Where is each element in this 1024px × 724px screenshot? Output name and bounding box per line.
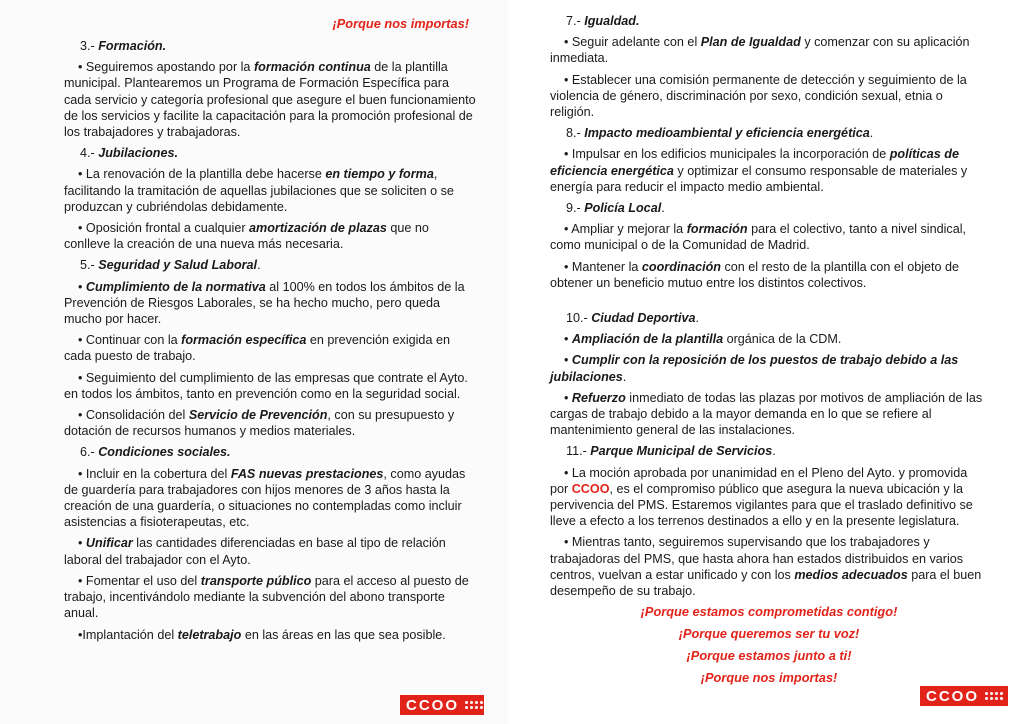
right-column [550, 9, 988, 692]
paragraph: • Fomentar el uso del transporte público para el acceso al puesto de trabajo, incentivándolo mediante la subvención del abono transporte anual. [64, 573, 469, 621]
section-heading-parque: 11.- Parque Municipal de Servicios. [566, 444, 776, 459]
section-heading-impacto: 8.- Impacto medioambiental y eficiencia energética. [566, 126, 874, 141]
section-title: Impacto medioambiental y eficiencia energética [584, 126, 870, 141]
right-page [508, 0, 1024, 724]
emphasis: Unificar [85, 536, 133, 551]
section-title: Igualdad. [584, 14, 640, 28]
section-title: Condiciones sociales. [98, 445, 231, 460]
emphasis: formación continua [253, 60, 371, 75]
section-number: 8.- [566, 126, 581, 141]
section-title: Jubilaciones. [98, 146, 178, 161]
left-column [64, 16, 477, 648]
section-number: 6.- [80, 445, 95, 460]
emphasis: FAS nuevas prestaciones [230, 466, 384, 481]
section-heading-jubilaciones [80, 145, 477, 161]
paragraph: • Continuar con la formación específica en prevención exigida en cada puesto de trabajo. [64, 333, 450, 364]
section-number: 7.- [566, 14, 581, 28]
emphasis: Cumplimiento de la normativa [85, 279, 266, 294]
emphasis: formación [686, 222, 748, 237]
section-number: 11.- [566, 444, 587, 459]
logo-dots-icon [985, 692, 1003, 700]
paragraph: • Mantener la coordinación con el resto de la plantilla con el objeto de obtener un beneficio mutuo entre los distintos colectivos. [550, 259, 960, 290]
closing-slogan: ¡Porque estamos comprometidas contigo! [640, 604, 898, 620]
section-heading-igualdad [566, 13, 988, 29]
section-number: 9.- [566, 201, 581, 216]
paragraph: • Refuerzo inmediato de todas las plazas por motivos de ampliación de las cargas de trabajo debido a la mayor demanda en lo que se refiere al mantenimiento general de las instalaciones. [550, 390, 983, 438]
paragraph: • Seguiremos apostando por la formación continua de la plantilla municipal. Plantearemos un Programa de Formación Específica para cada servicio y categoría profesional que asegure el buen funcionamiento de los servicios y facilite la capacitación para la promoción profesional de los trabajadores y trabajadoras. [64, 60, 476, 140]
spacer [550, 296, 988, 306]
section-title: Policía Local [584, 201, 662, 216]
emphasis: transporte público [200, 573, 312, 588]
top-slogan: ¡Porque nos importas! [332, 16, 469, 31]
section-title: Seguridad y Salud Laboral [98, 258, 258, 273]
paragraph: •Implantación del teletrabajo en las áreas en las que sea posible. [78, 627, 446, 642]
section-heading-condiciones [80, 444, 477, 460]
paragraph: • Impulsar en los edificios municipales la incorporación de políticas de eficiencia energética y optimizar el consumo responsable de materiales y energía para reducir el impacto medio ambiental. [550, 147, 968, 194]
emphasis: políticas de eficiencia energética [550, 147, 960, 178]
paragraph: • Ampliar y mejorar la formación para el colectivo, tanto a nivel sindical, como municipal o de la Comunidad de Madrid. [550, 222, 966, 253]
closing-slogan: ¡Porque nos importas! [700, 670, 838, 686]
paragraph: • La renovación de la plantilla debe hacerse en tiempo y forma, facilitando la tramitación de aquellas jubilaciones que se soliciten o se produzcan y cubriéndolas debidamente. [64, 167, 454, 214]
section-title: Ciudad Deportiva [591, 311, 696, 326]
emphasis: medios adecuados [794, 567, 908, 582]
emphasis: Servicio de Prevención [188, 408, 328, 423]
paragraph: • Ampliación de la plantilla orgánica de la CDM. [564, 332, 842, 347]
section-heading-ciudad-deportiva: 10.- Ciudad Deportiva. [566, 311, 699, 326]
closing-slogans [550, 604, 988, 686]
paragraph: • Cumplimiento de la normativa al 100% en todos los ámbitos de la Prevención de Riesgos Laborales, se ha hecho mucho, pero queda mucho por hacer. [64, 279, 465, 327]
paragraph: • Unificar las cantidades diferenciadas en base al tipo de relación laboral del trabajador con el Ayto. [64, 536, 446, 567]
paragraph: • Cumplir con la reposición de los puestos de trabajo debido a las jubilaciones. [550, 353, 959, 384]
paragraph: • Establecer una comisión permanente de detección y seguimiento de la violencia de género, discriminación por sexo, condición sexual, etnia o religión. [550, 72, 967, 120]
logo-text: CCOO [406, 696, 459, 714]
section-heading-seguridad: 5.- Seguridad y Salud Laboral. [80, 258, 261, 273]
ccoo-logo [920, 686, 1008, 706]
section-title: Parque Municipal de Servicios [590, 444, 773, 459]
emphasis: Plan de Igualdad [700, 35, 801, 50]
paragraph: • Seguir adelante con el Plan de Igualdad y comenzar con su aplicación inmediata. [550, 35, 970, 66]
left-page [0, 0, 508, 724]
section-number: 3.- [80, 39, 95, 53]
emphasis: formación específica [181, 333, 307, 348]
paragraph: • Seguimiento del cumplimiento de las empresas que contrate el Ayto. en todos los ámbitos, tanto en prevención como en la seguridad social. [64, 370, 468, 401]
section-heading-policia: 9.- Policía Local. [566, 201, 665, 216]
logo-text: CCOO [926, 687, 979, 705]
emphasis: teletrabajo [177, 627, 242, 642]
logo-dots-icon [465, 701, 483, 709]
paragraph: • Incluir en la cobertura del FAS nuevas prestaciones, como ayudas de guardería para trabajadores con hijos menores de 3 años hasta la creación de una guardería, o situaciones no contempladas como incluir asistencias a fisioterapeutas, etc. [64, 466, 466, 530]
paragraph: • Oposición frontal a cualquier amortización de plazas que no conlleve la creación de una nueva más necesaria. [64, 221, 429, 252]
section-title: Formación. [98, 39, 167, 53]
paragraph: • La moción aprobada por unanimidad en el Pleno del Ayto. y promovida por CCOO, es el compromiso público que asegura la nueva ubicación y la pervivencia del PMS. Estaremos vigilantes para que el traslado definitivo se lleve a efecto a los terrenos destinados a ello y en la presente legislatura. [550, 465, 973, 529]
emphasis: amortización de plazas [249, 221, 387, 236]
section-heading-formacion [80, 38, 477, 54]
emphasis: Cumplir con la reposición de los puestos de trabajo debido a las jubilaciones [550, 353, 959, 384]
emphasis: Refuerzo [571, 390, 626, 405]
emphasis: coordinación [641, 259, 721, 274]
section-number: 10.- [566, 311, 588, 326]
emphasis: en tiempo y forma [325, 167, 434, 182]
section-number: 4.- [80, 146, 95, 161]
paragraph: • Mientras tanto, seguiremos supervisando que los trabajadores y trabajadoras del PMS, que hasta ahora han estados distribuidos en varios centros, vuelvan a estar unificado y con los medios adecuados para el buen desempeño de su trabajo. [550, 535, 982, 599]
closing-slogan: ¡Porque estamos junto a ti! [686, 648, 852, 664]
ccoo-logo [400, 695, 484, 715]
closing-slogan: ¡Porque queremos ser tu voz! [678, 626, 860, 642]
ccoo-mention: CCOO [571, 481, 610, 496]
section-number: 5.- [80, 258, 95, 273]
emphasis: Ampliación de la plantilla [571, 332, 724, 347]
paragraph: • Consolidación del Servicio de Prevención, con su presupuesto y dotación de recursos humanos y medios materiales. [64, 408, 455, 439]
